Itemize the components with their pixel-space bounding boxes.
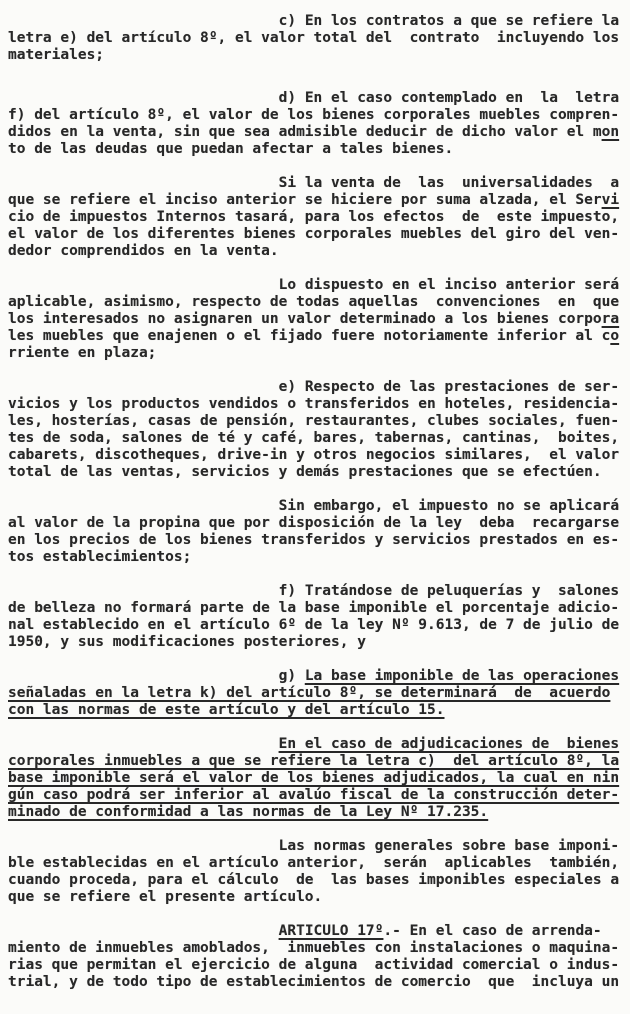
text-run: al valor de la propina que por disposición de la ley deba recargarse (8, 515, 620, 531)
text-run: total de las ventas, servicios y demás prestaciones que se efectúen. (8, 464, 602, 480)
text-line (8, 515, 626, 532)
para-letra-d (8, 90, 626, 158)
text-run: tos establecimientos; (8, 549, 192, 565)
text-run: ble establecidas en el artículo anterior, serán aplicables también, (8, 855, 620, 871)
para-normas-generales (8, 838, 626, 906)
underlined-text: o (610, 328, 620, 344)
text-line (8, 277, 626, 294)
underlined-text: base imponible será el valor de los bienes adjudicados, la cual en nin (8, 770, 620, 786)
text-run: d) En el caso contemplado en la letra (278, 90, 620, 106)
text-line (8, 30, 626, 47)
text-line (8, 413, 626, 430)
document-body (8, 13, 626, 991)
text-line (8, 889, 626, 906)
text-line (8, 379, 626, 396)
text-line (8, 855, 626, 872)
text-run: les muebles que enajenen o el fijado fuere notoriamente inferior al c (8, 328, 611, 344)
text-run: letra e) del artículo 8º, el valor total del contrato incluyendo los (8, 30, 620, 46)
underlined-text: minado de conformidad a las normas de la Ley Nº 17.235. (8, 804, 489, 820)
text-line (8, 447, 626, 464)
para-sin-embargo (8, 498, 626, 566)
text-line (8, 668, 626, 685)
text-line (8, 175, 626, 192)
text-run: miento de inmuebles amoblados, inmuebles con instalaciones o maquina- (8, 940, 620, 956)
tab-indent (8, 923, 279, 939)
text-line (8, 583, 626, 600)
para-letra-e (8, 379, 626, 481)
text-line (8, 498, 626, 515)
text-line (8, 396, 626, 413)
underlined-text: con las normas de este artículo y del artículo 15. (8, 702, 445, 718)
underlined-text: gún caso podrá ser inferior al avalúo fiscal de la construcción deter- (8, 787, 620, 803)
tab-indent (8, 175, 279, 191)
underlined-text: ARTICULO 17º (278, 923, 384, 939)
text-line (8, 107, 626, 124)
underlined-text: señaladas en la letra k) del artículo 8º, se determinará de acuerdo (8, 685, 611, 701)
text-line (8, 974, 626, 991)
text-line (8, 47, 626, 64)
text-run: .- En el caso de arrenda- (383, 923, 602, 939)
text-run: cabarets, discotheques, drive-in y otros negocios similares, el valor (8, 447, 620, 463)
text-run: rias que permitan el ejercicio de alguna actividad comercial o indus- (8, 957, 620, 973)
text-line (8, 736, 626, 753)
text-run: didos en la venta, sin que sea admisible deducir de dicho valor el m (8, 124, 602, 140)
tab-indent (8, 379, 279, 395)
para-letra-f (8, 583, 626, 651)
tab-indent (8, 13, 279, 29)
text-run: Lo dispuesto en el inciso anterior será (278, 277, 620, 293)
text-run: f) del artículo 8º, el valor de los bienes corporales muebles compren- (8, 107, 620, 123)
underlined-text: on (601, 124, 620, 140)
text-run: f) Tratándose de peluquerías y salones (278, 583, 620, 599)
text-run: en los precios de los bienes transferidos y servicios prestados en es- (8, 532, 620, 548)
para-articulo-17 (8, 923, 626, 991)
text-line (8, 600, 626, 617)
text-line (8, 141, 626, 158)
text-run: e) Respecto de las prestaciones de ser- (278, 379, 620, 395)
underlined-text: vi (601, 192, 620, 208)
text-line (8, 243, 626, 260)
text-line (8, 923, 626, 940)
text-line (8, 940, 626, 957)
text-run: 1950, y sus modificaciones posteriores, y (8, 634, 366, 650)
text-run: trial, y de todo tipo de establecimientos de comercio que incluya un (8, 974, 620, 990)
para-lo-dispuesto (8, 277, 626, 362)
text-line (8, 13, 626, 30)
text-run: que se refiere el presente artículo. (8, 889, 323, 905)
text-line (8, 124, 626, 141)
text-run: el valor de los diferentes bienes corporales muebles del giro del ven- (8, 226, 620, 242)
text-line (8, 464, 626, 481)
text-run: Si la venta de las universalidades a (278, 175, 620, 191)
tab-indent (8, 277, 279, 293)
underlined-text: corporales inmuebles a que se refiere la letra c) del artículo 8º, la (8, 753, 620, 769)
para-adjudicaciones (8, 736, 626, 821)
text-run: nal establecido en el artículo 6º de la ley Nº 9.613, de 7 de julio de (8, 617, 620, 633)
text-run: g) (278, 668, 305, 684)
text-run: Sin embargo, el impuesto no se aplicará (278, 498, 620, 514)
text-run: vicios y los productos vendidos o transferidos en hoteles, residencia- (8, 396, 620, 412)
text-line (8, 294, 626, 311)
text-run: dedor comprendidos en la venta. (8, 243, 279, 259)
text-line (8, 90, 626, 107)
text-line (8, 345, 626, 362)
para-si-la-venta (8, 175, 626, 260)
text-run: que se refiere el inciso anterior se hiciere por suma alzada, el Ser (8, 192, 602, 208)
text-line (8, 226, 626, 243)
text-line (8, 209, 626, 226)
underlined-text: ra (601, 311, 620, 327)
text-line (8, 634, 626, 651)
text-line (8, 532, 626, 549)
text-run: Las normas generales sobre base imponi- (278, 838, 620, 854)
tab-indent (8, 838, 279, 854)
text-run: materiales; (8, 47, 105, 63)
text-line (8, 753, 626, 770)
text-run: c) En los contratos a que se refiere la (278, 13, 620, 29)
para-letra-g (8, 668, 626, 719)
tab-indent (8, 90, 279, 106)
text-run: tes de soda, salones de té y café, bares, tabernas, cantinas, boites, (8, 430, 620, 446)
text-line (8, 311, 626, 328)
text-run: cuando proceda, para el cálculo de las bases imponibles especiales a (8, 872, 620, 888)
tab-indent (8, 583, 279, 599)
tab-indent (8, 498, 279, 514)
text-line (8, 617, 626, 634)
text-line (8, 702, 626, 719)
underlined-text: En el caso de adjudicaciones de bienes (278, 736, 620, 752)
text-line (8, 872, 626, 889)
text-run: aplicable, asimismo, respecto de todas aquellas convenciones en que (8, 294, 620, 310)
text-line (8, 804, 626, 821)
text-run: les, hosterías, casas de pensión, restaurantes, clubes sociales, fuen- (8, 413, 620, 429)
para-letra-c (8, 13, 626, 64)
text-run: rriente en plaza; (8, 345, 157, 361)
text-line (8, 192, 626, 209)
text-line (8, 957, 626, 974)
text-run: cio de impuestos Internos tasará, para los efectos de este impuesto, (8, 209, 620, 225)
text-line (8, 787, 626, 804)
text-run: to de las deudas que puedan afectar a tales bienes. (8, 141, 454, 157)
text-run: de belleza no formará parte de la base imponible el porcentaje adicio- (8, 600, 620, 616)
text-line (8, 430, 626, 447)
text-line (8, 549, 626, 566)
text-line (8, 685, 626, 702)
tab-indent (8, 668, 279, 684)
tab-indent (8, 736, 279, 752)
text-run: los interesados no asignaren un valor determinado a los bienes corpo (8, 311, 602, 327)
underlined-text: La base imponible de las operaciones (304, 668, 620, 684)
text-line (8, 770, 626, 787)
text-line (8, 838, 626, 855)
text-line (8, 328, 626, 345)
